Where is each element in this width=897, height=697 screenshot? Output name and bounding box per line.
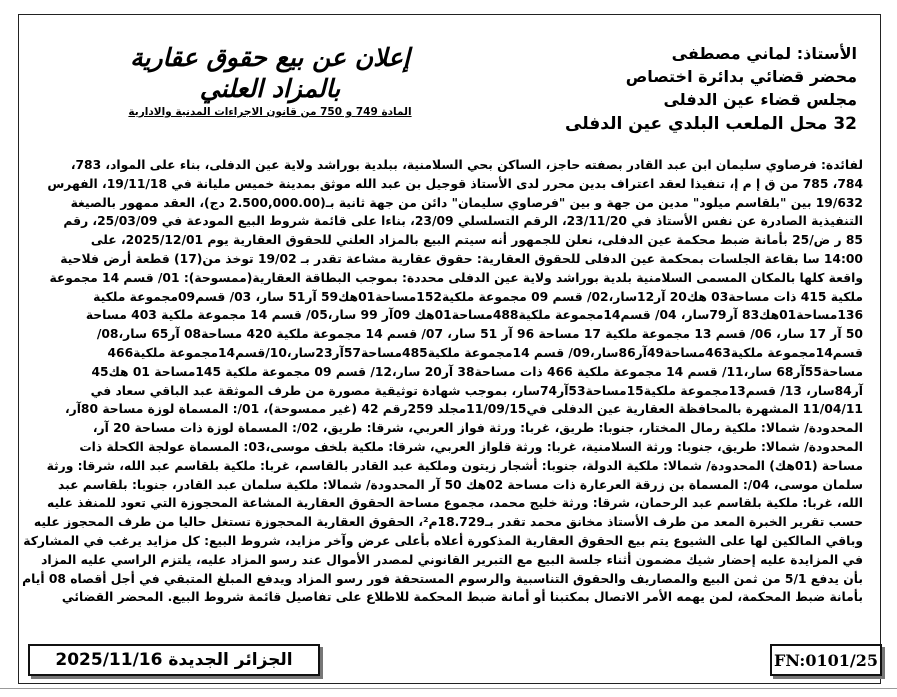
- body-line: 50 آر 17 سار، 06/ قسم 13 مجموعة ملكية 17 مساحة 96 آر 51 سار، 07/ قسم 14 مجموعة ملكية 420 مساحة08 آر65 سار،08/: [96, 327, 863, 342]
- file-number: FN:0101/25: [774, 650, 878, 670]
- body-line: الله، غربا: ملكية بلقاسم عبد الرحمان، شرقا: ورثة خليج محمد، مجموع مساحة الحقوق العقارية المشاعة المحجوزة التي تعود للمنفذ عليه: [47, 496, 863, 511]
- publication-box: [28, 644, 320, 676]
- body-line: في المزايدة عليه إحضار شيك مضمون أثناء جلسة البيع مع التبرير القانوني لمصدر الأموال عند رسو المزاد عليه، يلتزم الراسي عليه المزاد: [41, 552, 863, 567]
- body-line: واقعة كلها بالمكان المسمى السلامنية بلدية بوراشد ولاية عين الدفلى محددة: بموجب البطاقة العقارية(ممسوحة): 01/ قسم 14 مجموعة: [49, 270, 863, 285]
- body-line: المحدودة/ شمالا: طريق، جنوبا: ورثة السلامنية، غربا: ورثة قلواز العربي، شرقا: ملكية بلخف موسى،03: المسماة عولجة الكحلة ذات: [79, 439, 863, 454]
- file-number-box: [770, 644, 882, 676]
- bailiff-office-block: [497, 42, 857, 136]
- body-line: 19/632 بين "بلقاسم ميلود" مدين من جهة و بين "فرصاوي سليمان" دائن من جهة ثانية بـ(2.500,000.00 دج)، العقد ممهور بالصيغة: [70, 195, 863, 210]
- body-line: 784، 785 من ق إ م إ، تنفيذا لعقد اعتراف بدين محرر لدى الأستاذ قوجيل بن عبد الله موثق بمدينة خميس مليانة في 19/11/18، الفهرس: [47, 176, 863, 191]
- body-line: بأن يدفع 5/1 من ثمن البيع والمصاريف والحقوق التناسبية والرسوم المستحقة فور رسو المزاد ويدفع المبلغ المتبقي في أجل أقصاه 08 أيام: [22, 571, 863, 586]
- body-line: آر84سار، 13/ قسم13مجموعة ملكية15مساحة53آر74سار، بموجب شهادة توثيقية مصورة من طرف الموثقة عبد الباقي سعاد في: [90, 383, 863, 398]
- body-line: لفائدة: فرصاوي سليمان ابن عبد القادر بصفته حاجز، الساكن بحي السلامنية، ببلدية بوراشد ولاية عين الدفلى، بناء على المواد، 783،: [70, 158, 863, 172]
- publication-label: الجزائر الجديدة 2025/11/16: [55, 650, 293, 670]
- body-line: 11/04/11 المشهرة بالمحافظة العقارية عين الدفلى في11/09/15مجلد 259رقم 42 (غير ممسوحة)، 01/: المسماة لوزة مساحة 80آر،: [64, 402, 863, 417]
- body-line-closing: بأمانة ضبط المحكمة، لمن يهمه الأمر الاتصال بمكتبنا أو أمانة ضبط المحكمة للاطلاع على تفاصيل قائمة شروط البيع. المحضر القضائي: [61, 590, 863, 605]
- body-line-sale-date: 85 ر ض/25 بأمانة ضبط محكمة عين الدفلى، نعلن للجمهور أنه سيتم البيع بالمزاد العلني للحقوق العقارية يوم 2025/12/01، على: [90, 233, 863, 248]
- bailiff-name: الأستاذ: لماني مصطفى: [671, 44, 857, 63]
- announcement-title: إعلان عن بيع حقوق عقارية: [130, 43, 410, 72]
- body-line: 14:00 سا بقاعة الجلسات بمحكمة عين الدفلى للحقوق العقارية: حقوق عقارية مشاعة تقدر بـ 19/02 توخذ من(17) قطعة أرض فلاحية: [60, 251, 863, 266]
- body-line: ملكية 415 ذات مساحة03 هك20 آر12سار،02/ قسم 09 مجموعة ملكية152مساحة01هك59 آر51 سار، 03/ قسم09مجموعة ملكية: [93, 289, 863, 304]
- bottom-divider: [0, 688, 897, 695]
- office-address: 32 محل الملعب البلدي عين الدفلى: [565, 114, 857, 134]
- body-line: سلمان موسى، 04/: المسماة بن زرقة العرعارة ذات مساحة 02هك 50 آر المحدودة/ شمالا: ملكية سلمان عبد القادر، جنوبا: بلقاسم عبد: [58, 477, 863, 492]
- body-line: مساحة (01هك) المحدودة/ شمالا: ملكية الدولة، جنوبا: أشجار زيتون وملكية عبد القادر بالقاسم، غربا: ملكية بلقاسم عبد الله، شرقا: ورثة: [46, 458, 863, 473]
- announcement-body: [22, 156, 863, 607]
- body-line: المحدودة/ شمالا: ملكية رمال المختار، جنوبا: طريق، غربا: ورثة فواز العربي، شرقا: طريق، 02/: المسماة لوزة ذات مساحة 20 آر،: [92, 421, 863, 436]
- header: [40, 42, 857, 147]
- court-council: مجلس قضاء عين الدفلى: [663, 90, 857, 109]
- body-line: التنفيذية الصادرة عن نفس الأستاذ في 23/11/20، الرقم التسلسلي 23/09، بناءا على قائمة شروط البيع المودعة في 25/03/09، رقم: [63, 214, 863, 229]
- body-line: 136مساحة01هك83 آر79سار، 04/ قسم14مجموعة ملكية488مساحة01هك 09آر 99 سار،05/ قسم 14 مجموعة ملكية 403 مساحة: [85, 308, 863, 323]
- body-line: وباقي المالكين لها على الشيوع يتم بيع الحقوق العقارية المذكورة أعلاه بأعلى عرض وآخر مزايد، شروط البيع: كل مزايد يرغب في المشاركة: [23, 533, 863, 548]
- announcement-subtitle: بالمزاد العلني: [199, 74, 341, 103]
- body-line: مساحة55آر68 سار،11/ قسم 14 مجموعة ملكية 466 ذات مساحة38 آر20 سار،12/ قسم 09 مجموعة ملكية 145مساحة 01 هك45: [91, 364, 863, 379]
- body-line: حسب تقرير الخبرة المعد من طرف الأستاذ مخانق محمد تقدر بـ18.729م²، الحقوق العقارية المحجوزة تستغل حاليا من طرف المحجوز عليه: [33, 515, 863, 530]
- bailiff-title: محضر قضائي بدائرة اختصاص: [625, 67, 857, 86]
- body-line: قسم14مجموعة ملكية463مساحة49آر86سار،09/ قسم 14مجموعة ملكية485مساحة57آر23سار،10/قسم14مجموعة ملكية466: [107, 345, 863, 360]
- announcement-title-block: [100, 42, 440, 118]
- legal-reference: المادة 749 و 750 من قانون الاجراءات المدنية والادارية: [128, 106, 412, 118]
